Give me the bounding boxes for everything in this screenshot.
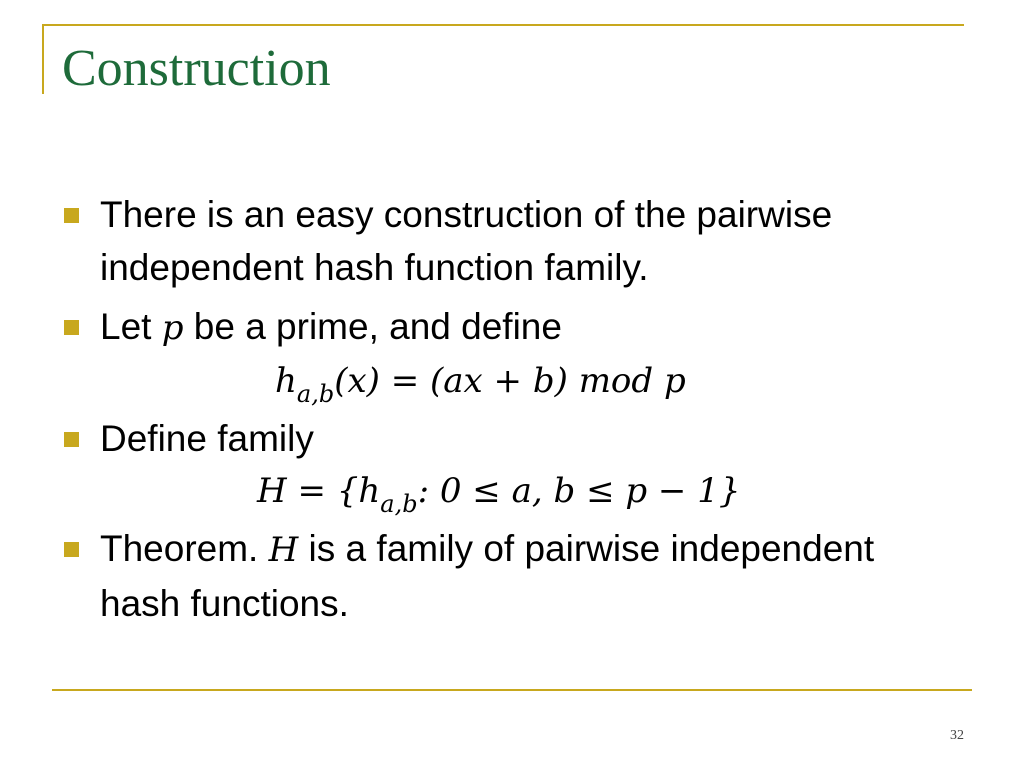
- bullet-text-prefix: Theorem.: [100, 528, 269, 569]
- square-bullet-icon: [64, 208, 79, 223]
- formula-h: h: [358, 471, 381, 511]
- hash-function-formula: [100, 355, 960, 406]
- bullet-item-let-p: [60, 300, 960, 406]
- formula-mod: mod: [578, 361, 654, 401]
- math-variable-p: p: [161, 308, 184, 348]
- family-formula: [100, 465, 960, 516]
- formula-body: (x) = (ax + b): [334, 361, 579, 401]
- page-number: 32: [950, 728, 964, 743]
- bullet-text: There is an easy construction of the pairwise independent hash function family.: [100, 194, 833, 288]
- formula-subscript: a,b: [380, 490, 418, 518]
- slide-title: Construction: [62, 40, 331, 97]
- math-variable-H: H: [268, 530, 299, 570]
- formula-tail: p: [653, 361, 686, 401]
- formula-rest: : 0 ≤ a, b ≤ p − 1}: [417, 471, 741, 511]
- bullet-text-suffix: is a family of pairwise independent hash functions.: [100, 528, 875, 624]
- square-bullet-icon: [64, 432, 79, 447]
- square-bullet-icon: [64, 542, 79, 557]
- formula-subscript: a,b: [296, 380, 335, 408]
- formula-h: h: [275, 361, 297, 401]
- bullet-list: [60, 188, 960, 636]
- bullet-text: Define family: [100, 418, 314, 459]
- bullet-text-prefix: Let: [100, 306, 162, 347]
- square-bullet-icon: [64, 320, 79, 335]
- formula-lhs: H = {: [257, 471, 359, 511]
- bullet-item-theorem: [60, 522, 960, 630]
- bullet-item-construction: [60, 188, 960, 294]
- bullet-item-define-family: [60, 412, 960, 516]
- bullet-text-suffix: be a prime, and define: [183, 306, 562, 347]
- title-left-rule: [42, 24, 44, 94]
- footer-rule: [52, 689, 972, 691]
- title-top-rule: [42, 24, 964, 26]
